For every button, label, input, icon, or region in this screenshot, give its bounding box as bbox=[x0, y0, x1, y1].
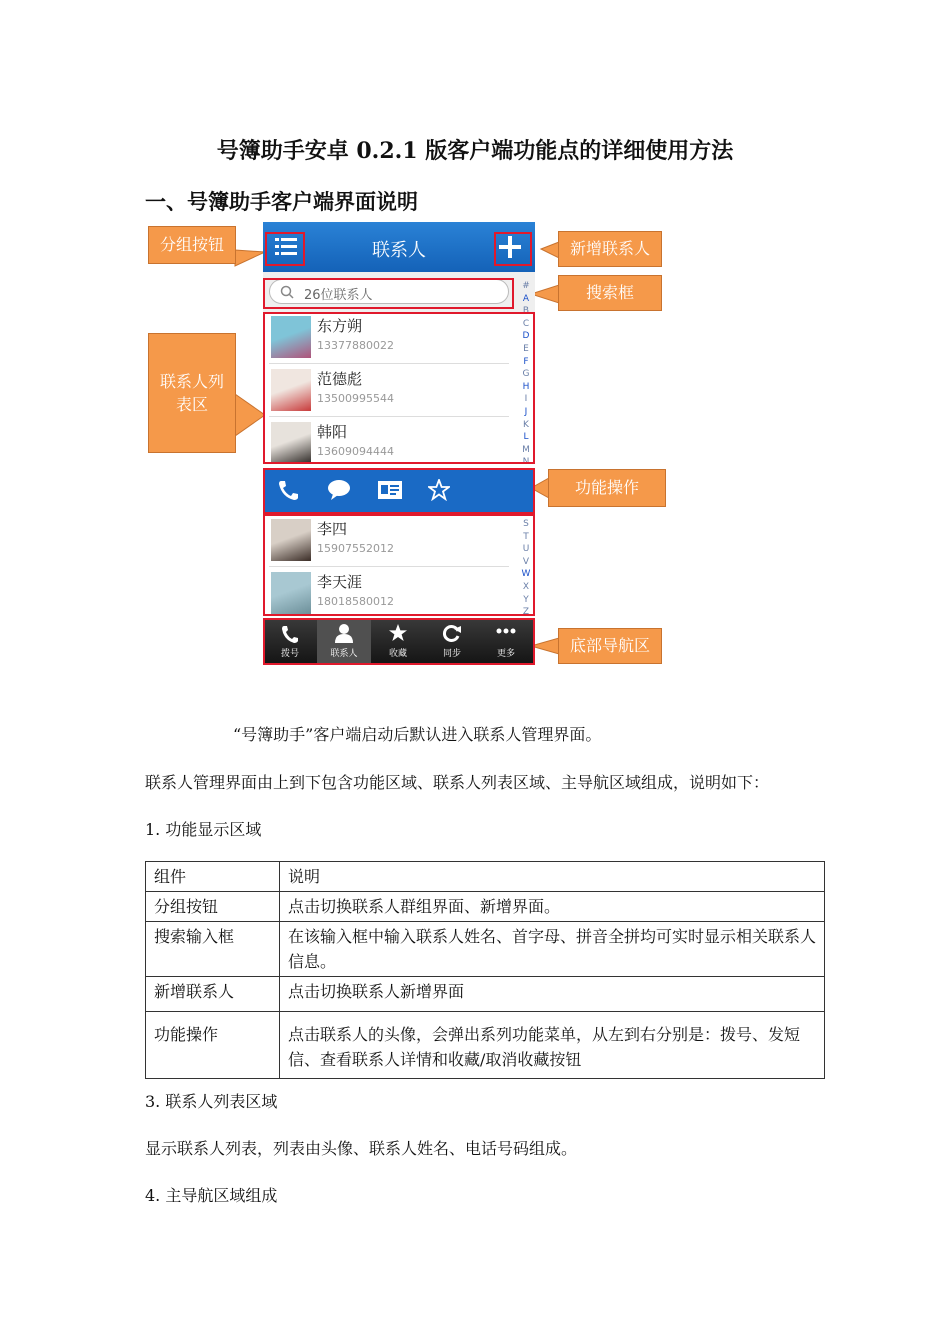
contact-name: 范德彪 bbox=[317, 370, 363, 388]
table-row bbox=[146, 922, 825, 977]
phone-title: 联系人 bbox=[372, 240, 426, 261]
index-letter[interactable]: B bbox=[522, 306, 530, 317]
ui-screenshot-figure bbox=[145, 222, 675, 672]
table-cell: 搜索输入框 bbox=[146, 922, 280, 977]
section-title: 一、号簿助手客户端界面说明 bbox=[145, 189, 418, 214]
highlight-bottom-nav bbox=[263, 618, 535, 665]
index-letter[interactable]: G bbox=[522, 369, 530, 380]
document-title: 号簿助手安卓 0.2.1 版客户端功能点的详细使用方法 bbox=[216, 138, 734, 164]
callout-search-box: 搜索框 bbox=[558, 275, 662, 311]
index-letter[interactable]: I bbox=[524, 394, 528, 405]
item-4-heading: 4. 主导航区域组成 bbox=[145, 1186, 278, 1205]
highlight-add-button bbox=[494, 232, 532, 266]
contact-phone: 15907552012 bbox=[317, 542, 394, 555]
table-cell: 功能操作 bbox=[146, 1012, 280, 1079]
index-letter[interactable]: S bbox=[523, 519, 529, 529]
highlight-contact-list-lower bbox=[263, 514, 535, 616]
intro-paragraph: “号簿助手”客户端启动后默认进入联系人管理界面。 bbox=[233, 725, 602, 744]
highlight-contact-list bbox=[263, 312, 535, 464]
callout-new-contact: 新增联系人 bbox=[558, 231, 662, 267]
index-letter[interactable]: # bbox=[522, 281, 530, 291]
nav-contacts-label: 联系人 bbox=[330, 649, 358, 659]
table-cell: 新增联系人 bbox=[146, 977, 280, 1012]
callout-contact-list: 联系人列表区 bbox=[148, 333, 236, 453]
index-letter[interactable]: M bbox=[522, 444, 530, 455]
nav-more-label: 更多 bbox=[496, 649, 515, 659]
phone-screen bbox=[263, 222, 535, 667]
index-letter[interactable]: A bbox=[522, 293, 530, 304]
item-3-heading: 3. 联系人列表区域 bbox=[145, 1092, 278, 1111]
index-letter[interactable]: F bbox=[523, 356, 529, 367]
contact-phone: 13377880022 bbox=[317, 339, 394, 352]
contact-name: 东方朔 bbox=[317, 317, 363, 335]
table-row bbox=[146, 977, 825, 1012]
index-letter[interactable]: T bbox=[523, 531, 529, 542]
list-area-paragraph: 显示联系人列表，列表由头像、联系人姓名、电话号码组成。 bbox=[145, 1139, 578, 1158]
contact-phone: 18018580012 bbox=[317, 595, 394, 608]
table-row bbox=[146, 1012, 825, 1079]
table-header-cell: 说明 bbox=[280, 862, 825, 892]
table-cell: 点击切换联系人新增界面 bbox=[280, 977, 825, 1012]
highlight-search bbox=[263, 278, 514, 309]
index-letter[interactable]: X bbox=[522, 581, 530, 592]
index-letter[interactable]: C bbox=[522, 318, 530, 329]
search-placeholder: 26位联系人 bbox=[304, 288, 373, 303]
index-letter[interactable]: W bbox=[521, 569, 531, 580]
index-letter[interactable]: H bbox=[522, 381, 530, 392]
contact-phone: 13500995544 bbox=[317, 392, 394, 405]
table-header-cell: 组件 bbox=[146, 862, 280, 892]
highlight-function-ops bbox=[263, 468, 535, 514]
table-header-row bbox=[146, 862, 825, 892]
contact-name: 李四 bbox=[317, 520, 348, 538]
contact-name: 韩阳 bbox=[317, 423, 348, 441]
table-row bbox=[146, 892, 825, 922]
table-cell: 点击联系人的头像，会弹出系列功能菜单，从左到右分别是：拨号、发短信、查看联系人详情和收藏/取消收藏按钮 bbox=[280, 1012, 825, 1079]
contact-phone: 13609094444 bbox=[317, 445, 394, 458]
highlight-group-button bbox=[265, 232, 305, 266]
index-letter[interactable]: E bbox=[523, 343, 529, 354]
contact-name: 李天涯 bbox=[317, 573, 363, 591]
callout-group-button: 分组按钮 bbox=[148, 226, 236, 264]
nav-favorites-label: 收藏 bbox=[388, 649, 407, 659]
index-letter[interactable]: N bbox=[522, 457, 530, 468]
callout-bottom-nav: 底部导航区 bbox=[558, 628, 662, 664]
nav-dial-label: 拨号 bbox=[280, 649, 299, 659]
index-letter[interactable]: Y bbox=[523, 594, 529, 605]
item-1-heading: 1. 功能显示区域 bbox=[145, 820, 262, 839]
callout-function-ops: 功能操作 bbox=[548, 469, 666, 507]
table-cell: 在该输入框中输入联系人姓名、首字母、拼音全拼均可实时显示相关联系人信息。 bbox=[280, 922, 825, 977]
index-letter[interactable]: V bbox=[522, 556, 530, 567]
layout-paragraph: 联系人管理界面由上到下包含功能区域、联系人列表区域、主导航区域组成，说明如下： bbox=[145, 773, 770, 792]
index-letter[interactable]: D bbox=[522, 331, 530, 342]
table-cell: 分组按钮 bbox=[146, 892, 280, 922]
index-letter[interactable]: K bbox=[523, 419, 529, 430]
index-letter[interactable]: Z bbox=[522, 607, 530, 618]
nav-sync-label: 同步 bbox=[442, 649, 461, 659]
index-letter[interactable]: J bbox=[524, 406, 528, 417]
table-cell: 点击切换联系人群组界面、新增界面。 bbox=[280, 892, 825, 922]
function-area-table bbox=[145, 861, 825, 1079]
index-letter[interactable]: L bbox=[523, 432, 529, 443]
index-letter[interactable]: U bbox=[522, 544, 530, 555]
